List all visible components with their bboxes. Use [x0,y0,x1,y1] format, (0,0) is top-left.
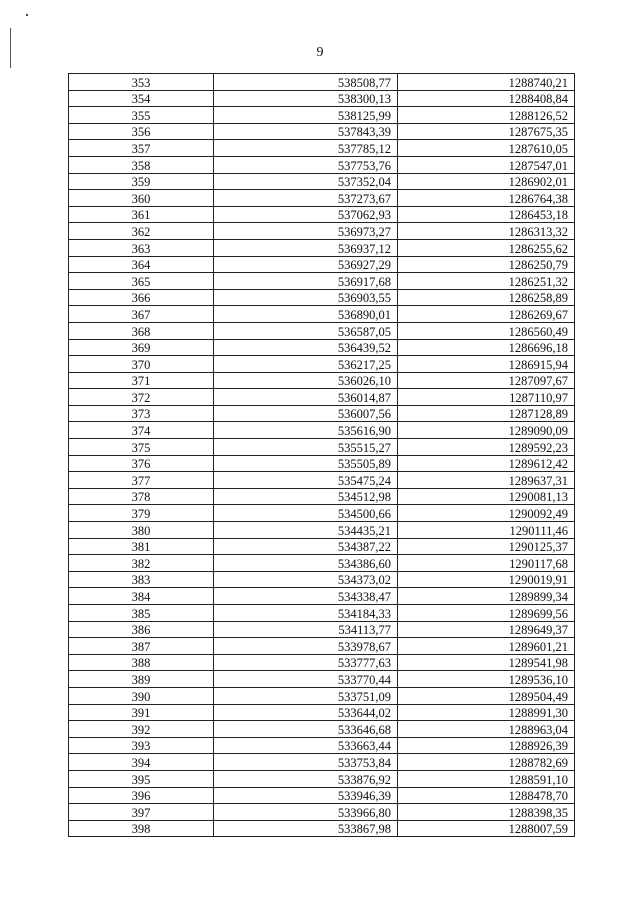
point-number-cell: 364 [69,256,214,273]
table-row [69,206,575,223]
table-row [69,455,575,472]
table-row [69,754,575,771]
y-coordinate-cell: 1290092,49 [398,505,575,522]
y-coordinate-cell: 1286255,62 [398,239,575,256]
y-coordinate-cell: 1290117,68 [398,555,575,572]
x-coordinate-cell: 533867,98 [214,820,398,837]
x-coordinate-cell: 534338,47 [214,588,398,605]
table-row [69,588,575,605]
x-coordinate-cell: 536973,27 [214,223,398,240]
y-coordinate-cell: 1289699,56 [398,605,575,622]
x-coordinate-cell: 537843,39 [214,123,398,140]
x-coordinate-cell: 535475,24 [214,472,398,489]
y-coordinate-cell: 1288398,35 [398,804,575,821]
point-number-cell: 385 [69,605,214,622]
y-coordinate-cell: 1290019,91 [398,571,575,588]
y-coordinate-cell: 1286251,32 [398,273,575,290]
y-coordinate-cell: 1289637,31 [398,472,575,489]
point-number-cell: 362 [69,223,214,240]
point-number-cell: 386 [69,621,214,638]
table-row [69,422,575,439]
x-coordinate-cell: 536217,25 [214,356,398,373]
point-number-cell: 392 [69,721,214,738]
point-number-cell: 381 [69,538,214,555]
y-coordinate-cell: 1289592,23 [398,439,575,456]
table-row [69,687,575,704]
table-row [69,156,575,173]
table-row [69,820,575,837]
y-coordinate-cell: 1287097,67 [398,372,575,389]
table-row [69,621,575,638]
page-number: 9 [316,45,324,60]
point-number-cell: 398 [69,820,214,837]
x-coordinate-cell: 537753,76 [214,156,398,173]
x-coordinate-cell: 538125,99 [214,107,398,124]
table-row [69,571,575,588]
point-number-cell: 372 [69,389,214,406]
y-coordinate-cell: 1288740,21 [398,74,575,91]
y-coordinate-cell: 1288591,10 [398,770,575,787]
x-coordinate-cell: 536439,52 [214,339,398,356]
point-number-cell: 397 [69,804,214,821]
table-row [69,605,575,622]
y-coordinate-cell: 1288126,52 [398,107,575,124]
table-row [69,273,575,290]
point-number-cell: 391 [69,704,214,721]
table-row [69,90,575,107]
y-coordinate-cell: 1290081,13 [398,488,575,505]
point-number-cell: 366 [69,289,214,306]
x-coordinate-cell: 534373,02 [214,571,398,588]
table-row [69,721,575,738]
x-coordinate-cell: 533663,44 [214,737,398,754]
x-coordinate-cell: 534184,33 [214,605,398,622]
x-coordinate-cell: 534512,98 [214,488,398,505]
point-number-cell: 394 [69,754,214,771]
table-row [69,439,575,456]
point-number-cell: 371 [69,372,214,389]
point-number-cell: 382 [69,555,214,572]
y-coordinate-cell: 1288007,59 [398,820,575,837]
point-number-cell: 384 [69,588,214,605]
y-coordinate-cell: 1287547,01 [398,156,575,173]
y-coordinate-cell: 1288963,04 [398,721,575,738]
x-coordinate-cell: 533646,68 [214,721,398,738]
table-row [69,223,575,240]
x-coordinate-cell: 533876,92 [214,770,398,787]
y-coordinate-cell: 1290111,46 [398,522,575,539]
table-row [69,289,575,306]
table-row [69,372,575,389]
table-row [69,638,575,655]
y-coordinate-cell: 1289601,21 [398,638,575,655]
x-coordinate-cell: 536903,55 [214,289,398,306]
table-row [69,256,575,273]
y-coordinate-cell: 1289649,37 [398,621,575,638]
x-coordinate-cell: 534435,21 [214,522,398,539]
y-coordinate-cell: 1286902,01 [398,173,575,190]
point-number-cell: 354 [69,90,214,107]
y-coordinate-cell: 1286764,38 [398,190,575,207]
scan-dust-mark [26,14,28,16]
table-row [69,306,575,323]
y-coordinate-cell: 1286269,67 [398,306,575,323]
y-coordinate-cell: 1286313,32 [398,223,575,240]
y-coordinate-cell: 1287128,89 [398,405,575,422]
x-coordinate-cell: 536937,12 [214,239,398,256]
y-coordinate-cell: 1289541,98 [398,654,575,671]
x-coordinate-cell: 536587,05 [214,322,398,339]
y-coordinate-cell: 1289504,49 [398,687,575,704]
table-row [69,505,575,522]
point-number-cell: 360 [69,190,214,207]
table-row [69,322,575,339]
x-coordinate-cell: 537785,12 [214,140,398,157]
point-number-cell: 378 [69,488,214,505]
coordinates-table [68,73,575,837]
table-row [69,339,575,356]
point-number-cell: 357 [69,140,214,157]
table-row [69,389,575,406]
y-coordinate-cell: 1288926,39 [398,737,575,754]
point-number-cell: 393 [69,737,214,754]
point-number-cell: 367 [69,306,214,323]
table-row [69,538,575,555]
y-coordinate-cell: 1289536,10 [398,671,575,688]
table-row [69,173,575,190]
table-row [69,787,575,804]
x-coordinate-cell: 533966,80 [214,804,398,821]
x-coordinate-cell: 536927,29 [214,256,398,273]
x-coordinate-cell: 536890,01 [214,306,398,323]
point-number-cell: 361 [69,206,214,223]
table-row [69,239,575,256]
point-number-cell: 356 [69,123,214,140]
x-coordinate-cell: 534386,60 [214,555,398,572]
point-number-cell: 380 [69,522,214,539]
table-row [69,405,575,422]
point-number-cell: 353 [69,74,214,91]
y-coordinate-cell: 1288408,84 [398,90,575,107]
x-coordinate-cell: 536917,68 [214,273,398,290]
x-coordinate-cell: 537352,04 [214,173,398,190]
x-coordinate-cell: 535515,27 [214,439,398,456]
y-coordinate-cell: 1286696,18 [398,339,575,356]
table-row [69,555,575,572]
point-number-cell: 389 [69,671,214,688]
y-coordinate-cell: 1286560,49 [398,322,575,339]
table-row [69,190,575,207]
x-coordinate-cell: 537062,93 [214,206,398,223]
y-coordinate-cell: 1288782,69 [398,754,575,771]
point-number-cell: 383 [69,571,214,588]
x-coordinate-cell: 533946,39 [214,787,398,804]
y-coordinate-cell: 1286453,18 [398,206,575,223]
table-row [69,737,575,754]
table-row [69,140,575,157]
point-number-cell: 376 [69,455,214,472]
y-coordinate-cell: 1288478,70 [398,787,575,804]
point-number-cell: 388 [69,654,214,671]
x-coordinate-cell: 533777,63 [214,654,398,671]
point-number-cell: 377 [69,472,214,489]
table-row [69,522,575,539]
x-coordinate-cell: 536014,87 [214,389,398,406]
x-coordinate-cell: 538508,77 [214,74,398,91]
y-coordinate-cell: 1286250,79 [398,256,575,273]
y-coordinate-cell: 1289612,42 [398,455,575,472]
y-coordinate-cell: 1290125,37 [398,538,575,555]
x-coordinate-cell: 535616,90 [214,422,398,439]
x-coordinate-cell: 534500,66 [214,505,398,522]
table-row [69,704,575,721]
point-number-cell: 370 [69,356,214,373]
coordinates-table-container [68,73,574,837]
point-number-cell: 359 [69,173,214,190]
point-number-cell: 355 [69,107,214,124]
y-coordinate-cell: 1287110,97 [398,389,575,406]
x-coordinate-cell: 533978,67 [214,638,398,655]
x-coordinate-cell: 533644,02 [214,704,398,721]
point-number-cell: 363 [69,239,214,256]
x-coordinate-cell: 534113,77 [214,621,398,638]
y-coordinate-cell: 1287675,35 [398,123,575,140]
table-row [69,488,575,505]
x-coordinate-cell: 534387,22 [214,538,398,555]
x-coordinate-cell: 536007,56 [214,405,398,422]
y-coordinate-cell: 1287610,05 [398,140,575,157]
table-row [69,654,575,671]
y-coordinate-cell: 1289899,34 [398,588,575,605]
point-number-cell: 375 [69,439,214,456]
x-coordinate-cell: 537273,67 [214,190,398,207]
table-row [69,356,575,373]
x-coordinate-cell: 533753,84 [214,754,398,771]
table-row [69,671,575,688]
point-number-cell: 379 [69,505,214,522]
y-coordinate-cell: 1286258,89 [398,289,575,306]
point-number-cell: 387 [69,638,214,655]
table-row [69,770,575,787]
table-row [69,472,575,489]
point-number-cell: 396 [69,787,214,804]
table-row [69,74,575,91]
point-number-cell: 365 [69,273,214,290]
point-number-cell: 373 [69,405,214,422]
point-number-cell: 368 [69,322,214,339]
x-coordinate-cell: 533770,44 [214,671,398,688]
table-row [69,804,575,821]
table-row [69,123,575,140]
x-coordinate-cell: 535505,89 [214,455,398,472]
x-coordinate-cell: 533751,09 [214,687,398,704]
table-row [69,107,575,124]
point-number-cell: 395 [69,770,214,787]
point-number-cell: 374 [69,422,214,439]
y-coordinate-cell: 1286915,94 [398,356,575,373]
point-number-cell: 390 [69,687,214,704]
y-coordinate-cell: 1288991,30 [398,704,575,721]
x-coordinate-cell: 536026,10 [214,372,398,389]
y-coordinate-cell: 1289090,09 [398,422,575,439]
point-number-cell: 358 [69,156,214,173]
point-number-cell: 369 [69,339,214,356]
x-coordinate-cell: 538300,13 [214,90,398,107]
